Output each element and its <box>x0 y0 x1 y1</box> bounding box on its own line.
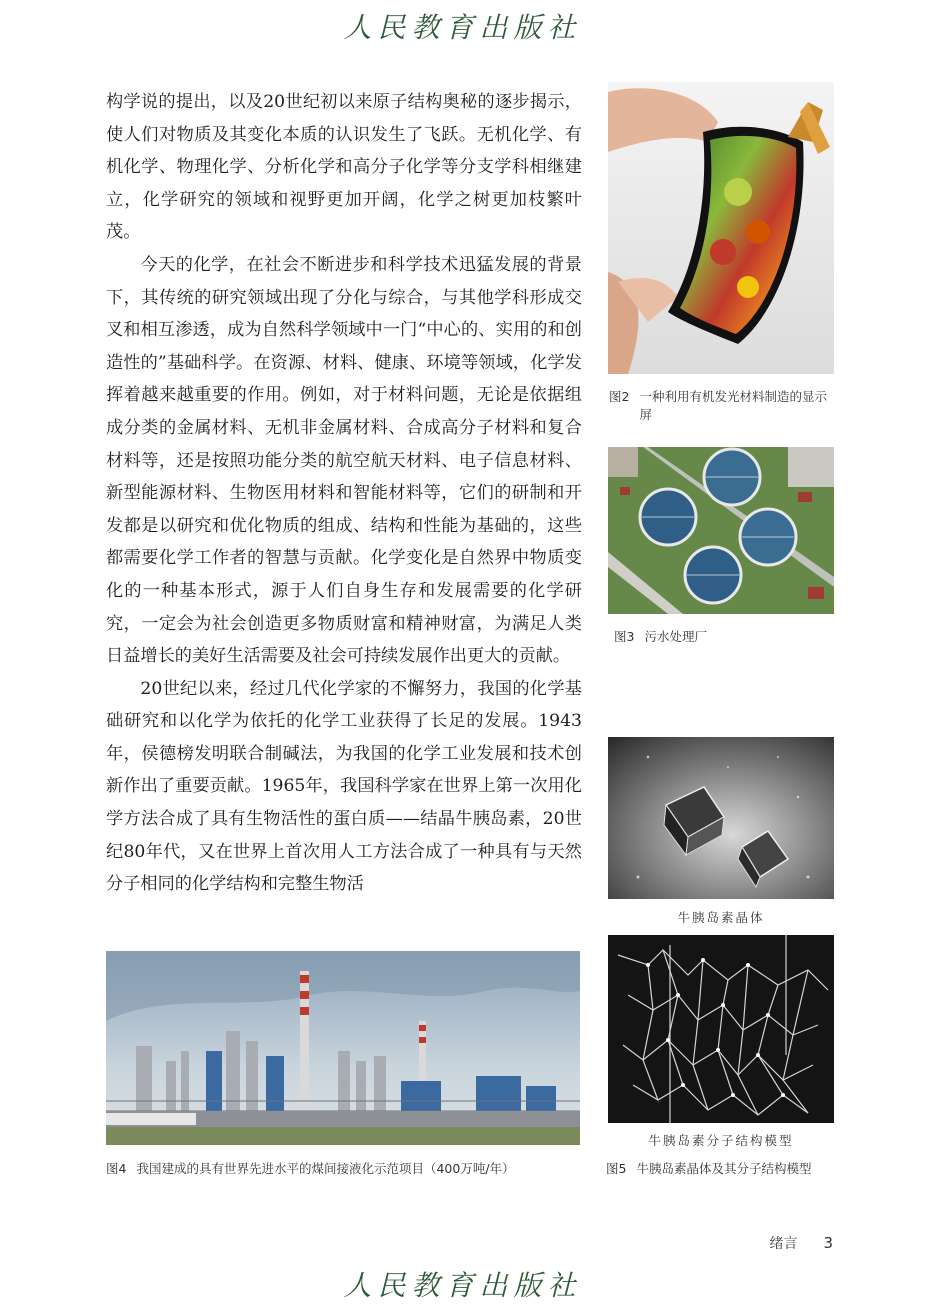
figure-2-number: 图2 <box>609 389 630 404</box>
figure-4-caption <box>106 1160 576 1178</box>
figure-5-model-label: 牛胰岛素分子结构模型 <box>648 1133 794 1148</box>
figure-4-image <box>106 951 580 1145</box>
figure-3-image <box>608 447 834 614</box>
body-text <box>106 86 582 901</box>
figure-5-crystal-label: 牛胰岛素晶体 <box>677 910 765 925</box>
paragraph-1: 构学说的提出，以及20世纪初以来原子结构奥秘的逐步揭示，使人们对物质及其变化本质的认识发生了飞跃。无机化学、有机化学、物理化学、分析化学和高分子化学等分支学科相继建立，化学研究的领域和视野更加开阔，化学之树更加枝繁叶茂。 <box>106 92 582 243</box>
page-number: 3 <box>823 1234 833 1252</box>
publisher-logo-top: 人民教育出版社 <box>343 11 582 44</box>
figure-3-text: 污水处理厂 <box>644 629 707 644</box>
figure-5-number: 图5 <box>606 1161 627 1176</box>
section-title: 绪言 <box>769 1236 798 1252</box>
figure-3-caption <box>614 628 707 646</box>
figure-3-number: 图3 <box>614 629 635 644</box>
figure-2-image <box>608 82 834 374</box>
figure-5-text: 牛胰岛素晶体及其分子结构模型 <box>636 1161 812 1176</box>
figure-2-caption <box>609 388 839 424</box>
publisher-logo-bottom: 人民教育出版社 <box>343 1269 582 1302</box>
figure-2-text: 一种利用有机发光材料制造的显示屏 <box>639 389 827 422</box>
figure-5-caption <box>606 1160 811 1178</box>
figure-4-number: 图4 <box>106 1161 127 1176</box>
page-footer <box>769 1233 833 1253</box>
figure-5-model-image <box>608 935 834 1123</box>
paragraph-2: 今天的化学，在社会不断进步和科学技术迅猛发展的背景下，其传统的研究领域出现了分化与综合，与其他学科形成交叉和相互渗透，成为自然科学领域中一门“中心的、实用的和创造性的”基础科学。在资源、材料、健康、环境等领域，化学发挥着越来越重要的作用。例如，对于材料问题，无论是依据组成分类的金属材料、无机非金属材料、合成高分子材料和复合材料等，还是按照功能分类的航空航天材料、电子信息材料、新型能源材料、生物医用材料和智能材料等，它们的研制和开发都是以研究和优化物质的组成、结构和性能为基础的，这些都需要化学工作者的智慧与贡献。化学变化是自然界中物质变化的一种基本形式，源于人们自身生存和发展需要的化学研究，一定会为社会创造更多物质财富和精神财富，为满足人类日益增长的美好生活需要及社会可持续发展作出更大的贡献。 <box>106 254 582 667</box>
paragraph-3: 20世纪以来，经过几代化学家的不懈努力，我国的化学基础研究和以化学为依托的化学工业获得了长足的发展。1943年，侯德榜发明联合制碱法，为我国的化学工业发展和技术创新作出了重要贡献。1965年，我国科学家在世界上第一次用化学方法合成了具有生物活性的蛋白质——结晶牛胰岛素，20世纪80年代，又在世界上首次用人工方法合成了一种具有与天然分子相同的化学结构和完整生物活 <box>106 678 582 895</box>
figure-4-text: 我国建成的具有世界先进水平的煤间接液化示范项目（400万吨/年） <box>136 1161 515 1176</box>
figure-5-crystal-image <box>608 737 834 899</box>
